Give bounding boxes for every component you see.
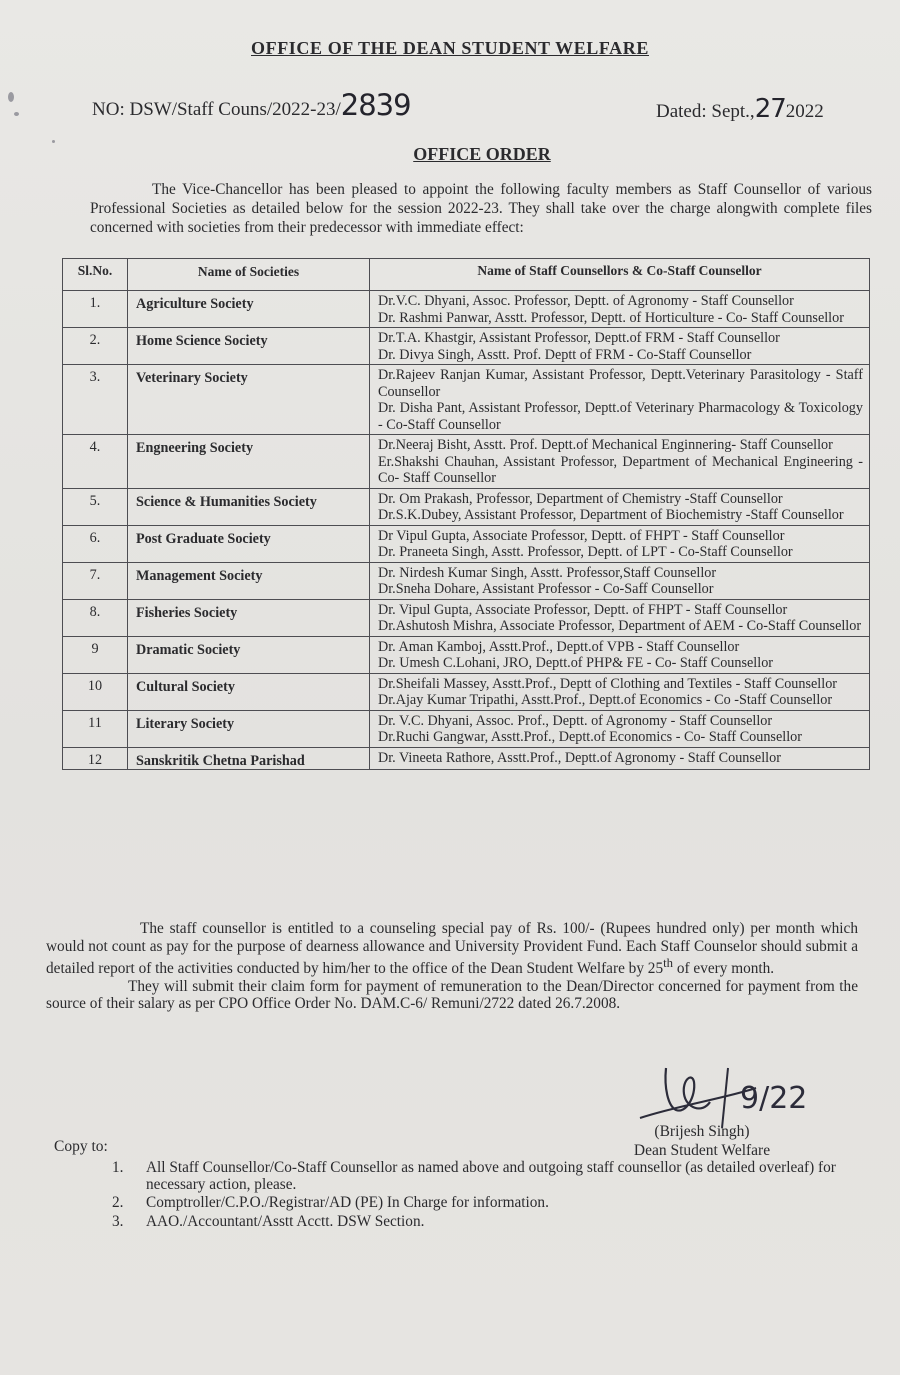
table-row (63, 710, 870, 747)
co-staff-counsellor: Dr. Umesh C.Lohani, JRO, Deptt.of PHP& FE - Co- Staff Counsellor (378, 655, 774, 671)
row-society-name: Cultural Society (128, 673, 370, 710)
table-row (63, 291, 870, 328)
staff-counsellor: Dr.V.C. Dhyani, Assoc. Professor, Deptt. of Agronomy - Staff Counsellor (378, 293, 794, 309)
co-staff-counsellor: Dr.Ajay Kumar Tripathi, Asstt.Prof., Deptt.of Economics - Co -Staff Counsellor (378, 692, 833, 708)
co-staff-counsellor: Dr.Ashutosh Mishra, Associate Professor, Department of AEM - Co-Staff Counsellor (378, 618, 862, 634)
co-staff-counsellor: Dr.Ruchi Gangwar, Asstt.Prof., Deptt.of Economics - Co- Staff Counsellor (378, 729, 802, 745)
table-row (63, 365, 870, 435)
header-sl-no: Sl.No. (63, 259, 128, 291)
row-counsellors (370, 562, 870, 599)
row-sl-no: 12 (63, 747, 128, 770)
row-sl-no: 4. (63, 435, 128, 489)
copy-item (112, 1160, 857, 1193)
reference-handwritten-number: 2839 (340, 88, 411, 122)
paper-speck (52, 140, 55, 143)
row-society-name: Agriculture Society (128, 291, 370, 328)
header-society: Name of Societies (128, 259, 370, 291)
staff-counsellor: Dr. Nirdesh Kumar Singh, Asstt. Professor,Staff Counsellor (378, 564, 717, 581)
table-row (63, 525, 870, 562)
remarks-section (46, 920, 858, 1013)
row-counsellors (370, 673, 870, 710)
row-counsellors (370, 747, 870, 770)
co-staff-counsellor: Dr.Sneha Dohare, Assistant Professor - Co-Saff Counsellor (378, 581, 714, 597)
row-society-name: Sanskritik Chetna Parishad (128, 747, 370, 770)
row-sl-no: 9 (63, 636, 128, 673)
row-sl-no: 7. (63, 562, 128, 599)
staff-counsellor: Dr. Aman Kamboj, Asstt.Prof., Deptt.of VPB - Staff Counsellor (378, 638, 740, 655)
row-society-name: Post Graduate Society (128, 525, 370, 562)
staff-counsellor: Dr. Vipul Gupta, Associate Professor, Deptt. of FHPT - Staff Counsellor (378, 601, 788, 618)
row-counsellors (370, 291, 870, 328)
paper-speck (8, 92, 14, 102)
date-year: 2022 (785, 101, 824, 122)
counsellor-table (62, 258, 870, 770)
intro-paragraph: The Vice-Chancellor has been pleased to appoint the following faculty members as Staff Counsellor of various Professional Societies as detailed below for the session 2022-23. They shall take over the charge alongwith complete files concerned with societies from their predecessor with immediate effect: (90, 181, 872, 236)
row-sl-no: 3. (63, 365, 128, 435)
claim-paragraph: They will submit their claim form for payment of remuneration to the Dean/Director concerned for payment from the source of their salary as per CPO Office Order No. DAM.C-6/ Remuni/2722 dated 26.7.2008. (46, 977, 858, 1013)
copy-item-text: AAO./Accountant/Asstt Acctt. DSW Section. (146, 1212, 425, 1230)
staff-counsellor: Dr.Rajeev Ranjan Kumar, Assistant Professor, Deptt.Veterinary Parasitology - Staff Counsellor (378, 367, 863, 400)
row-sl-no: 2. (63, 328, 128, 365)
co-staff-counsellor: Dr. Praneeta Singh, Asstt. Professor, Deptt. of LPT - Co-Staff Counsellor (378, 544, 793, 560)
paper-speck (14, 112, 19, 116)
co-staff-counsellor: Dr.S.K.Dubey, Assistant Professor, Department of Biochemistry -Staff Counsellor (378, 507, 844, 523)
remuneration-paragraph (46, 920, 858, 978)
staff-counsellor: Dr.Sheifali Massey, Asstt.Prof., Deptt of Clothing and Textiles - Staff Counsellor (378, 675, 838, 692)
reference-number (92, 88, 411, 122)
co-staff-counsellor: Dr. Divya Singh, Asstt. Prof. Deptt of FRM - Co-Staff Counsellor (378, 346, 752, 363)
row-counsellors (370, 599, 870, 636)
header-counsellors: Name of Staff Counsellors & Co-Staff Counsellor (370, 259, 870, 291)
staff-counsellor: Dr. V.C. Dhyani, Assoc. Prof., Deptt. of Agronomy - Staff Counsellor (378, 712, 773, 729)
row-counsellors (370, 710, 870, 747)
table-row (63, 599, 870, 636)
signatory-title: Dean Student Welfare (633, 1142, 771, 1159)
copy-item-number: 1. (112, 1159, 124, 1176)
co-staff-counsellor: Dr. Rashmi Panwar, Asstt. Professor, Deptt. of Horticulture - Co- Staff Counsellor (378, 309, 844, 326)
table-row (63, 488, 870, 525)
row-sl-no: 6. (63, 525, 128, 562)
copy-item-text: Comptroller/C.P.O./Registrar/AD (PE) In Charge for information. (146, 1194, 549, 1211)
row-counsellors (370, 365, 870, 435)
signatory-block (612, 1122, 792, 1160)
row-sl-no: 8. (63, 599, 128, 636)
co-staff-counsellor: Dr. Disha Pant, Assistant Professor, Deptt.of Veterinary Pharmacology & Toxicology - Co-Staff Counsellor (378, 400, 863, 433)
row-society-name: Fisheries Society (128, 599, 370, 636)
signatory-name: (Brijesh Singh) (654, 1123, 750, 1140)
copy-item (112, 1214, 857, 1231)
table-row (63, 328, 870, 365)
row-sl-no: 11 (63, 710, 128, 747)
table-row (63, 636, 870, 673)
row-society-name: Engneering Society (128, 435, 370, 489)
row-counsellors (370, 525, 870, 562)
row-society-name: Management Society (128, 562, 370, 599)
table-body (63, 291, 870, 770)
row-society-name: Literary Society (128, 710, 370, 747)
remuneration-text-end: of every month. (673, 960, 775, 978)
table-header-row (63, 259, 870, 291)
office-heading-text: OFFICE OF THE DEAN STUDENT WELFARE (251, 38, 649, 58)
row-society-name: Veterinary Society (128, 365, 370, 435)
office-heading (0, 38, 900, 59)
row-counsellors (370, 328, 870, 365)
signature-date: 9/22 (740, 1081, 808, 1116)
row-sl-no: 1. (63, 291, 128, 328)
date-prefix: Dated: Sept., (656, 101, 755, 122)
staff-counsellor: Dr.Neeraj Bisht, Asstt. Prof. Deptt.of Mechanical Enginnering- Staff Counsellor (378, 437, 833, 453)
copy-item-number: 3. (112, 1212, 124, 1230)
row-society-name: Home Science Society (128, 328, 370, 365)
row-society-name: Science & Humanities Society (128, 488, 370, 525)
staff-counsellor: Dr. Om Prakash, Professor, Department of Chemistry -Staff Counsellor (378, 490, 783, 507)
office-order-title: OFFICE ORDER (413, 144, 551, 164)
copy-to-list (112, 1160, 857, 1232)
order-date (656, 94, 824, 124)
table-row (63, 562, 870, 599)
date-handwritten-day: 27 (754, 94, 786, 124)
ordinal-suffix: th (663, 956, 674, 970)
row-counsellors (370, 435, 870, 489)
staff-counsellor: Dr.T.A. Khastgir, Assistant Professor, Deptt.of FRM - Staff Counsellor (378, 330, 780, 346)
co-staff-counsellor: Er.Shakshi Chauhan, Assistant Professor, Department of Mechanical Engineering - Co- Staff Counsellor (378, 453, 863, 486)
remuneration-text: The staff counsellor is entitled to a counseling special pay of Rs. 100/- (Rupees hundred only) per month which would not count as pay for the purpose of dearness allowance and University Provident Fund. Each Staff Counselor should submit a detailed report of the activities conducted by him/her to the office of the Dean Student Welfare by 25 (46, 920, 858, 978)
staff-counsellor: Dr Vipul Gupta, Associate Professor, Deptt. of FHPT - Staff Counsellor (378, 527, 785, 544)
copy-to-label: Copy to: (54, 1138, 108, 1155)
copy-item-text: All Staff Counsellor/Co-Staff Counsellor as named above and outgoing staff counsellor (as detailed overleaf) for necessary action, please. (146, 1159, 836, 1193)
row-sl-no: 5. (63, 488, 128, 525)
signature-underline (640, 1088, 756, 1118)
signature-slash (722, 1068, 728, 1128)
copy-item-number: 2. (112, 1194, 124, 1211)
table-row (63, 435, 870, 489)
reference-prefix: NO: DSW/Staff Couns/2022-23/ (92, 99, 341, 120)
table-row (63, 673, 870, 710)
row-counsellors (370, 636, 870, 673)
row-sl-no: 10 (63, 673, 128, 710)
table-row (63, 747, 870, 770)
staff-counsellor: Dr. Vineeta Rathore, Asstt.Prof., Deptt.of Agronomy - Staff Counsellor (378, 749, 781, 766)
copy-item (112, 1195, 857, 1212)
row-society-name: Dramatic Society (128, 636, 370, 673)
row-counsellors (370, 488, 870, 525)
